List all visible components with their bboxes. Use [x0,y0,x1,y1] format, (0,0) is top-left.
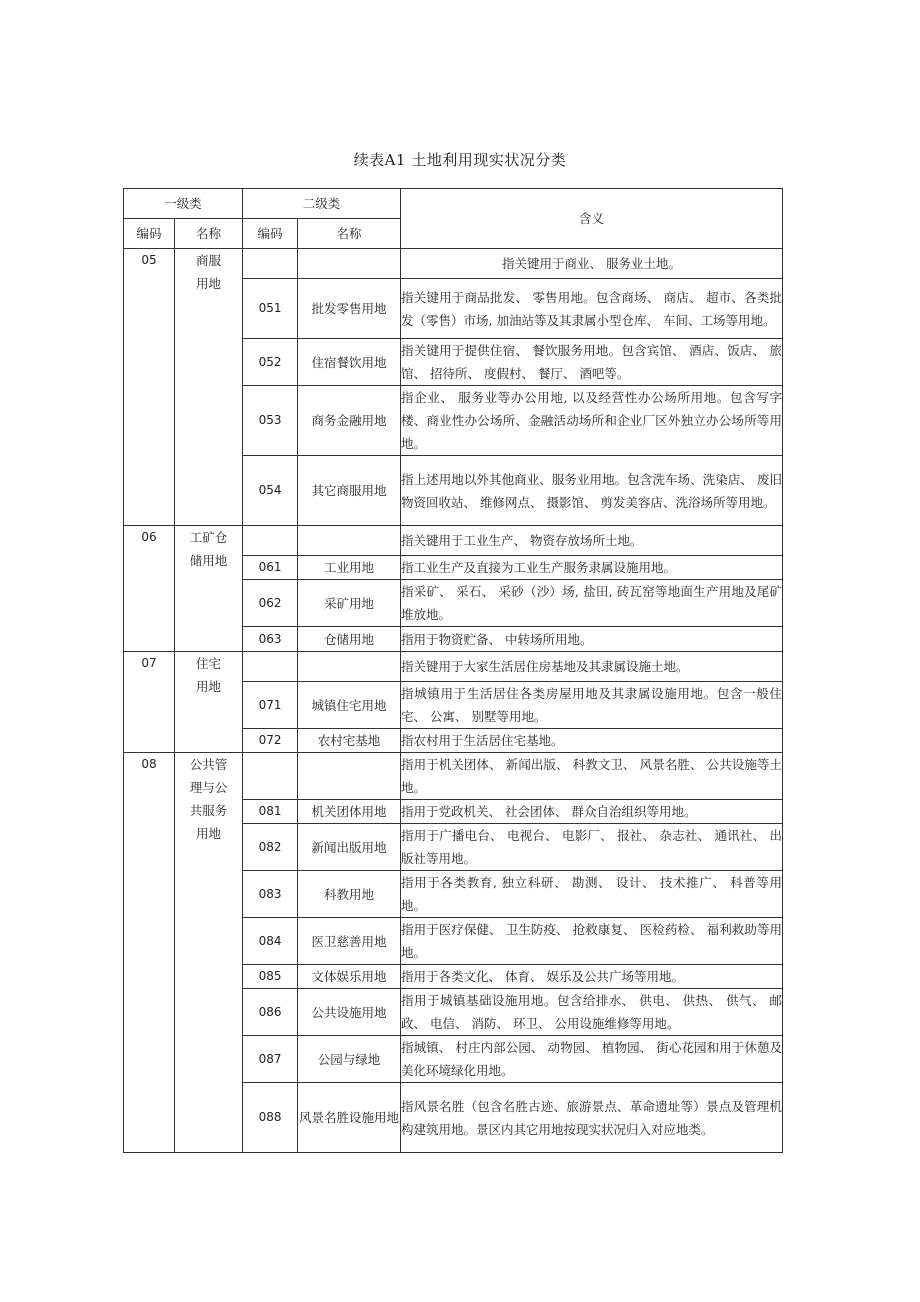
level2-code-empty [243,526,298,556]
level2-meaning: 指用于党政机关、 社会团体、 群众自治组织等用地。 [401,800,783,824]
level2-meaning: 指城镇用于生活居住各类房屋用地及其隶属设施用地。包含一般住宅、 公寓、 别墅等用地。 [401,682,783,729]
level1-meaning: 指关键用于工业生产、 物资存放场所土地。 [401,526,783,556]
level2-code: 087 [243,1036,298,1083]
header-level1: 一级类 [124,189,243,219]
level2-name: 公园与绿地 [298,1036,401,1083]
level2-code: 084 [243,918,298,965]
table-row [124,652,783,682]
level2-meaning: 指农村用于生活居住宅基地。 [401,729,783,753]
table-row [124,753,783,800]
header-code1: 编码 [124,219,175,249]
level2-name-empty [298,526,401,556]
level2-code: 081 [243,800,298,824]
level2-code: 053 [243,386,298,456]
level2-name-empty [298,652,401,682]
table-row [124,526,783,556]
level2-code: 072 [243,729,298,753]
level1-code: 06 [124,526,175,652]
level2-meaning: 指风景名胜（包含名胜古迹、旅游景点、革命遗址等）景点及管理机构建筑用地。景区内其它用地按现实状况归入对应地类。 [401,1083,783,1153]
level2-code-empty [243,249,298,279]
level1-meaning: 指关键用于商业、 服务业土地。 [401,249,783,279]
level2-code: 061 [243,556,298,580]
level1-name: 商服 用地 [175,249,243,526]
level2-code: 085 [243,965,298,989]
header-code2: 编码 [243,219,298,249]
level2-name: 机关团体用地 [298,800,401,824]
level1-meaning: 指关键用于大家生活居住房基地及其隶属设施土地。 [401,652,783,682]
level2-name: 批发零售用地 [298,279,401,339]
level2-name: 文体娱乐用地 [298,965,401,989]
page-title: 续表A1 土地利用现实状况分类 [353,151,567,169]
level2-name: 风景名胜设施用地 [298,1083,401,1153]
level2-name: 科教用地 [298,871,401,918]
header-meaning: 含义 [401,189,783,249]
level1-meaning: 指用于机关团体、 新闻出版、 科教文卫、 风景名胜、 公共设施等土地。 [401,753,783,800]
level2-meaning: 指城镇、 村庄内部公园、 动物园、 植物园、 街心花园和用于休憩及美化环境绿化用地。 [401,1036,783,1083]
level1-code: 07 [124,652,175,753]
level1-code: 05 [124,249,175,526]
level2-name: 公共设施用地 [298,989,401,1036]
level2-name: 城镇住宅用地 [298,682,401,729]
land-use-classification-table [123,188,783,1153]
level1-name: 工矿仓 储用地 [175,526,243,652]
level1-name: 住宅 用地 [175,652,243,753]
level2-code: 063 [243,627,298,652]
level2-code: 052 [243,339,298,386]
level2-meaning: 指企业、 服务业等办公用地, 以及经营性办公场所用地。包含写字楼、商业性办公场所、金融活动场所和企业厂区外独立办公场所等用地。 [401,386,783,456]
level2-name-empty [298,249,401,279]
level2-meaning: 指用于医疗保健、 卫生防疫、 抢救康复、 医检药检、 福利救助等用地。 [401,918,783,965]
header-name1: 名称 [175,219,243,249]
level1-name: 公共管 理与公 共服务 用地 [175,753,243,1153]
level2-name: 医卫慈善用地 [298,918,401,965]
level2-meaning: 指采矿、 采石、 采砂（沙）场, 盐田, 砖瓦窑等地面生产用地及尾矿堆放地。 [401,580,783,627]
level2-name: 新闻出版用地 [298,824,401,871]
level1-code: 08 [124,753,175,1153]
level2-code-empty [243,753,298,800]
header-name2: 名称 [298,219,401,249]
level2-meaning: 指关键用于商品批发、 零售用地。包含商场、 商店、 超市、各类批发（零售）市场, 加油站等及其隶属小型仓库、 车间、工场等用地。 [401,279,783,339]
level2-code: 054 [243,456,298,526]
level2-meaning: 指用于各类文化、 体育、 娱乐及公共广场等用地。 [401,965,783,989]
level2-code: 071 [243,682,298,729]
level2-code-empty [243,652,298,682]
level2-code: 083 [243,871,298,918]
header-row-1 [124,189,783,219]
level2-name: 其它商服用地 [298,456,401,526]
level2-meaning: 指工业生产及直接为工业生产服务隶属设施用地。 [401,556,783,580]
level2-meaning: 指关键用于提供住宿、 餐饮服务用地。包含宾馆、 酒店、饭店、 旅馆、 招待所、 度假村、 餐厅、 酒吧等。 [401,339,783,386]
table-body [124,249,783,1153]
level2-meaning: 指用于物资贮备、 中转场所用地。 [401,627,783,652]
level2-meaning: 指用于各类教育, 独立科研、 勘测、 设计、 技术推广、 科普等用地。 [401,871,783,918]
level2-name: 商务金融用地 [298,386,401,456]
level2-code: 051 [243,279,298,339]
level2-name: 农村宅基地 [298,729,401,753]
level2-meaning: 指上述用地以外其他商业、服务业用地。包含洗车场、洗染店、 废旧物资回收站、 维修网点、 摄影馆、 剪发美容店、洗浴场所等用地。 [401,456,783,526]
level2-code: 086 [243,989,298,1036]
level2-name: 仓储用地 [298,627,401,652]
level2-code: 088 [243,1083,298,1153]
level2-name-empty [298,753,401,800]
level2-name: 工业用地 [298,556,401,580]
level2-code: 082 [243,824,298,871]
level2-meaning: 指用于广播电台、 电视台、 电影厂、 报社、 杂志社、 通讯社、 出版社等用地。 [401,824,783,871]
level2-name: 住宿餐饮用地 [298,339,401,386]
level2-name: 采矿用地 [298,580,401,627]
table-row [124,249,783,279]
header-level2: 二级类 [243,189,401,219]
level2-code: 062 [243,580,298,627]
level2-meaning: 指用于城镇基础设施用地。包含给排水、 供电、 供热、 供气、 邮政、 电信、 消防、 环卫、 公用设施维修等用地。 [401,989,783,1036]
